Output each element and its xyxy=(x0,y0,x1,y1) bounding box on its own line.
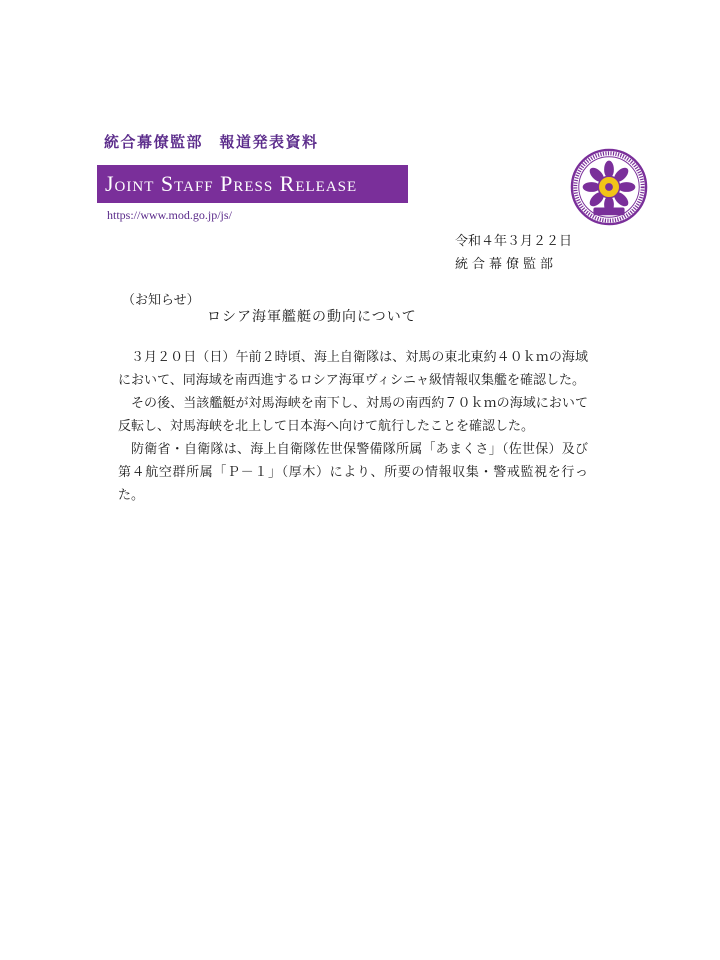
press-release-banner xyxy=(97,165,408,203)
joint-staff-seal-icon xyxy=(570,148,648,226)
date-block xyxy=(455,230,572,276)
document-title: ロシア海軍艦艇の動向について xyxy=(207,309,417,325)
department-title: 統合幕僚監部 報道発表資料 xyxy=(104,133,319,151)
body-paragraph: 防衛省・自衛隊は、海上自衛隊佐世保警備隊所属「あまくさ」（佐世保）及び第４航空群所属「Ｐ－１」（厚木）により、所要の情報収集・警戒監視を行った。 xyxy=(118,442,588,503)
body-paragraph: その後、当該艦艇が対馬海峡を南下し、対馬の南西約７０ｋｍの海域において反転し、対馬海峡を北上して日本海へ向けて航行したことを確認した。 xyxy=(118,396,588,434)
release-date: 令和４年３月２２日 xyxy=(455,234,573,249)
body-paragraph: ３月２０日（日）午前２時頃、海上自衛隊は、対馬の東北東約４０ｋｍの海域において、同海域を南西進するロシア海軍ヴィシニャ級情報収集艦を確認した。 xyxy=(118,350,588,388)
issuing-organization: 統合幕僚監部 xyxy=(455,257,558,272)
banner-text: Joint Staff Press Release xyxy=(105,171,358,196)
document-body xyxy=(118,346,588,507)
website-url[interactable]: https://www.mod.go.jp/js/ xyxy=(107,208,232,222)
notice-label: （お知らせ） xyxy=(122,293,200,308)
